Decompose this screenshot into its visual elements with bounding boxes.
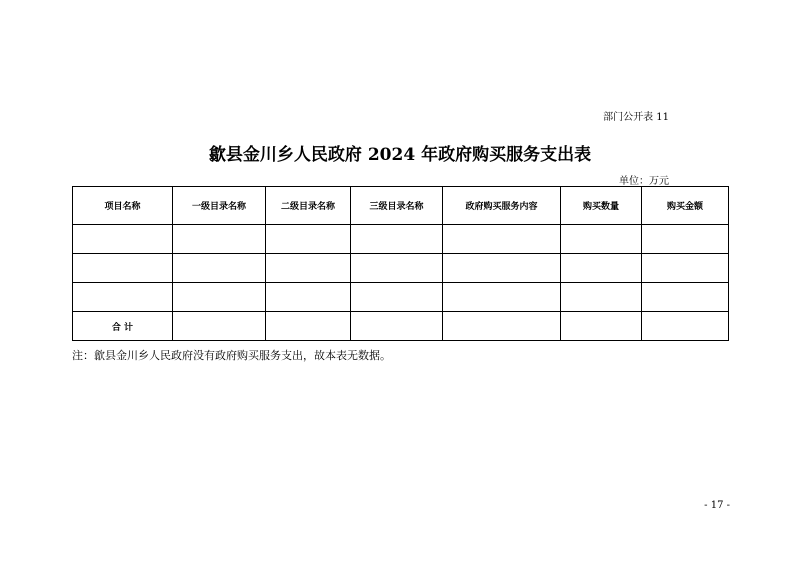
- table-row: [73, 283, 729, 312]
- column-header: 三级目录名称: [351, 187, 443, 225]
- table-cell: [173, 283, 266, 312]
- total-row: [73, 312, 729, 341]
- table-row: [73, 225, 729, 254]
- table-cell: [266, 225, 351, 254]
- table-cell: [73, 283, 173, 312]
- table-cell: [173, 254, 266, 283]
- table-cell: [561, 312, 642, 341]
- table-cell: [351, 283, 443, 312]
- column-header: 一级目录名称: [173, 187, 266, 225]
- table-cell: [561, 283, 642, 312]
- table-cell: [73, 225, 173, 254]
- total-label: 合 计: [73, 312, 173, 341]
- table-cell: [443, 225, 561, 254]
- table-cell: [351, 225, 443, 254]
- table-cell: [266, 254, 351, 283]
- table-cell: [642, 254, 729, 283]
- table-header-row: [73, 187, 729, 225]
- table-cell: [266, 312, 351, 341]
- table-cell: [561, 254, 642, 283]
- table-cell: [173, 225, 266, 254]
- page-number: - 17 -: [704, 500, 730, 511]
- table-code: 部门公开表 11: [603, 112, 669, 123]
- table-cell: [561, 225, 642, 254]
- table-cell: [642, 225, 729, 254]
- column-header: 二级目录名称: [266, 187, 351, 225]
- table-cell: [351, 254, 443, 283]
- table-cell: [642, 283, 729, 312]
- table-cell: [173, 312, 266, 341]
- table-row: [73, 254, 729, 283]
- purchase-services-table: [72, 186, 729, 341]
- table-cell: [642, 312, 729, 341]
- document-title: 歙县金川乡人民政府 2024 年政府购买服务支出表: [208, 145, 592, 165]
- unit-label: 单位：万元: [619, 176, 669, 187]
- table-note: 注：歙县金川乡人民政府没有政府购买服务支出，故本表无数据。: [72, 349, 391, 362]
- column-header: 购买金额: [642, 187, 729, 225]
- table-cell: [443, 283, 561, 312]
- table-cell: [73, 254, 173, 283]
- table-cell: [443, 254, 561, 283]
- table-cell: [443, 312, 561, 341]
- column-header: 政府购买服务内容: [443, 187, 561, 225]
- table-cell: [266, 283, 351, 312]
- table-cell: [351, 312, 443, 341]
- column-header: 购买数量: [561, 187, 642, 225]
- column-header: 项目名称: [73, 187, 173, 225]
